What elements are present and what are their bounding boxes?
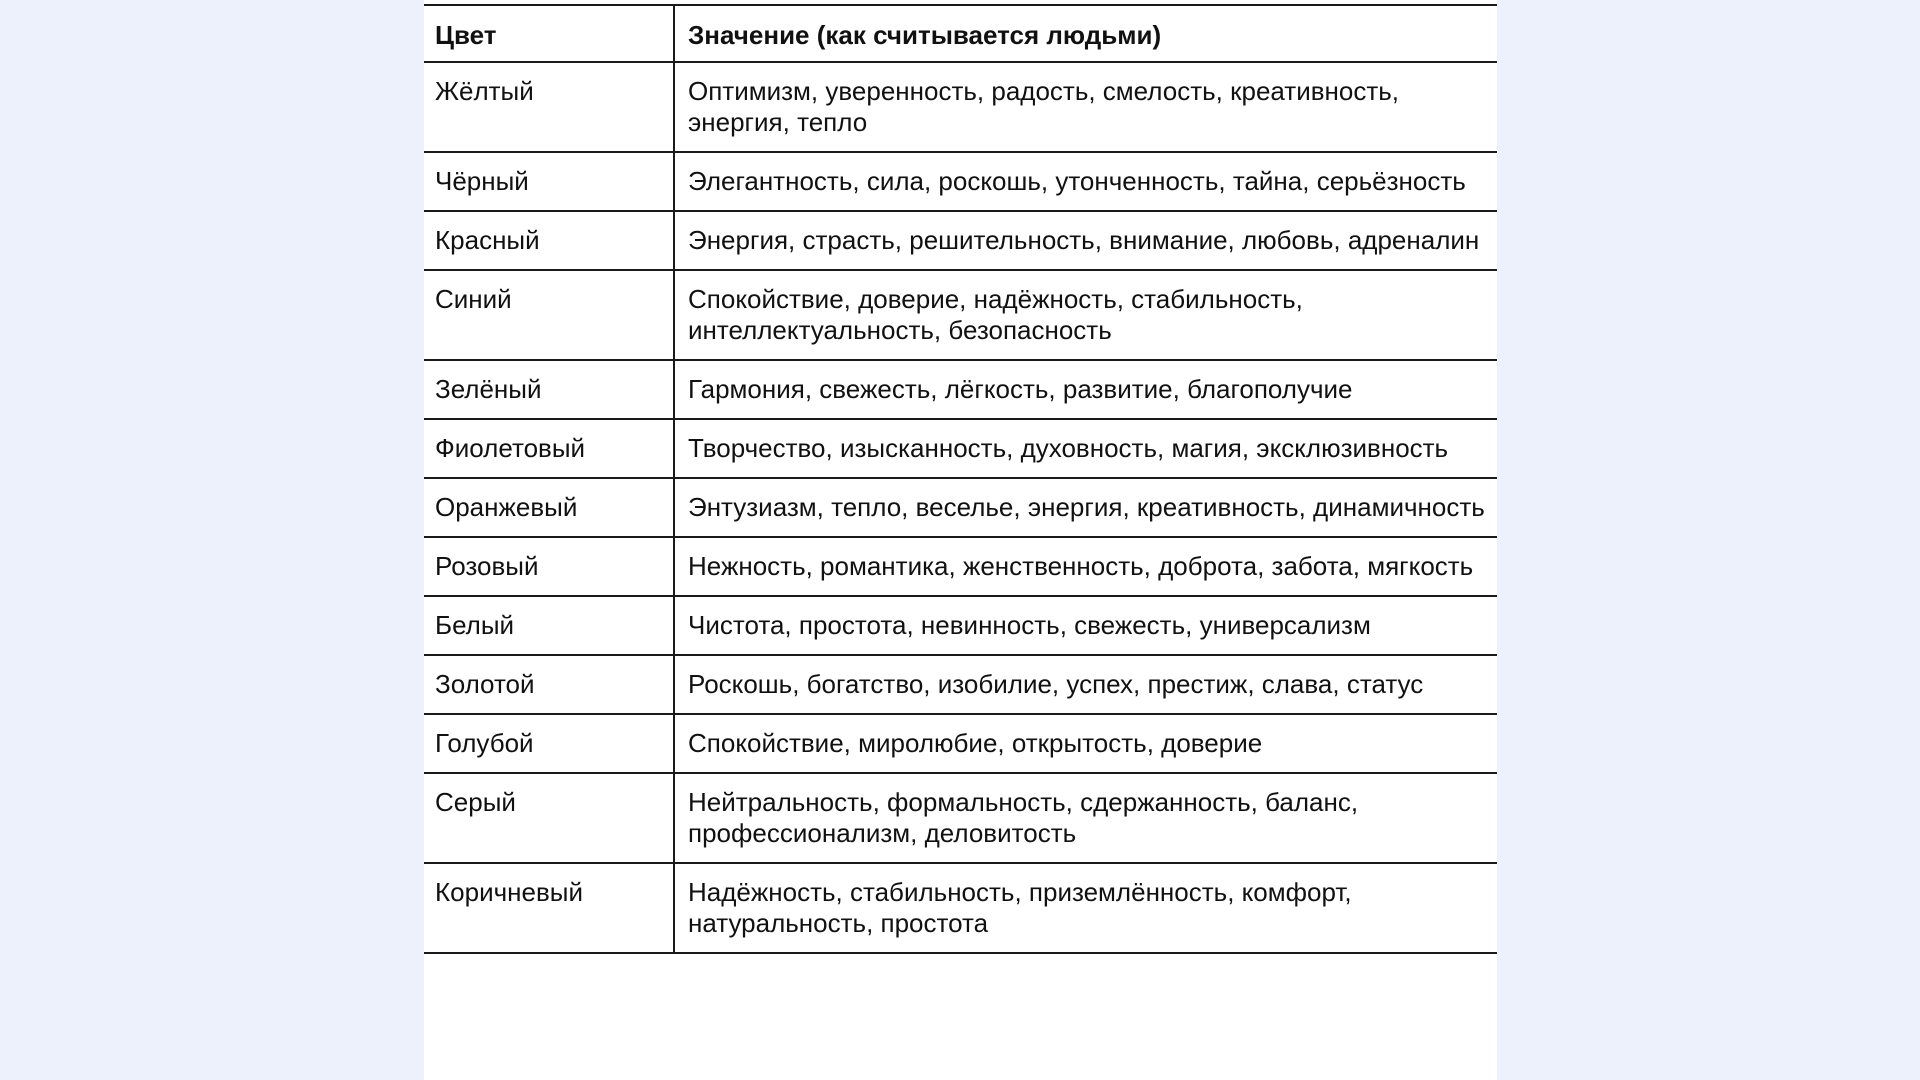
color-meaning: Энергия, страсть, решительность, внимание, любовь, адреналин (674, 211, 1497, 270)
color-meaning: Роскошь, богатство, изобилие, успех, престиж, слава, статус (674, 655, 1497, 714)
color-name: Голубой (424, 714, 674, 773)
color-name: Белый (424, 596, 674, 655)
color-meaning: Элегантность, сила, роскошь, утонченность, тайна, серьёзность (674, 152, 1497, 211)
color-meaning: Надёжность, стабильность, приземлённость, комфорт, натуральность, простота (674, 863, 1497, 953)
table-row (424, 655, 1497, 714)
table-row (424, 714, 1497, 773)
color-name: Коричневый (424, 863, 674, 953)
color-meaning: Нейтральность, формальность, сдержанность, баланс, профессионализм, деловитость (674, 773, 1497, 863)
color-name: Чёрный (424, 152, 674, 211)
table-header-row (424, 5, 1497, 62)
color-meaning: Нежность, романтика, женственность, доброта, забота, мягкость (674, 537, 1497, 596)
table-row (424, 62, 1497, 152)
table-row (424, 152, 1497, 211)
color-name: Оранжевый (424, 478, 674, 537)
color-meaning: Творчество, изысканность, духовность, магия, эксклюзивность (674, 419, 1497, 478)
header-meaning: Значение (как считывается людьми) (674, 5, 1497, 62)
header-color: Цвет (424, 5, 674, 62)
color-meaning: Гармония, свежесть, лёгкость, развитие, благополучие (674, 360, 1497, 419)
color-name: Жёлтый (424, 62, 674, 152)
color-name: Красный (424, 211, 674, 270)
color-name: Фиолетовый (424, 419, 674, 478)
table-row (424, 419, 1497, 478)
color-meaning: Спокойствие, доверие, надёжность, стабильность, интеллектуальность, безопасность (674, 270, 1497, 360)
color-name: Серый (424, 773, 674, 863)
color-name: Золотой (424, 655, 674, 714)
table-row (424, 478, 1497, 537)
color-name: Синий (424, 270, 674, 360)
table-row (424, 773, 1497, 863)
table-row (424, 537, 1497, 596)
table-row (424, 360, 1497, 419)
table-row (424, 270, 1497, 360)
table-row (424, 863, 1497, 953)
table-row (424, 211, 1497, 270)
table-row (424, 596, 1497, 655)
color-meaning: Энтузиазм, тепло, веселье, энергия, креативность, динамичность (674, 478, 1497, 537)
color-name: Розовый (424, 537, 674, 596)
color-meaning: Оптимизм, уверенность, радость, смелость, креативность, энергия, тепло (674, 62, 1497, 152)
color-meaning-table (424, 4, 1497, 954)
color-name: Зелёный (424, 360, 674, 419)
color-meaning: Спокойствие, миролюбие, открытость, доверие (674, 714, 1497, 773)
color-meaning: Чистота, простота, невинность, свежесть, универсализм (674, 596, 1497, 655)
